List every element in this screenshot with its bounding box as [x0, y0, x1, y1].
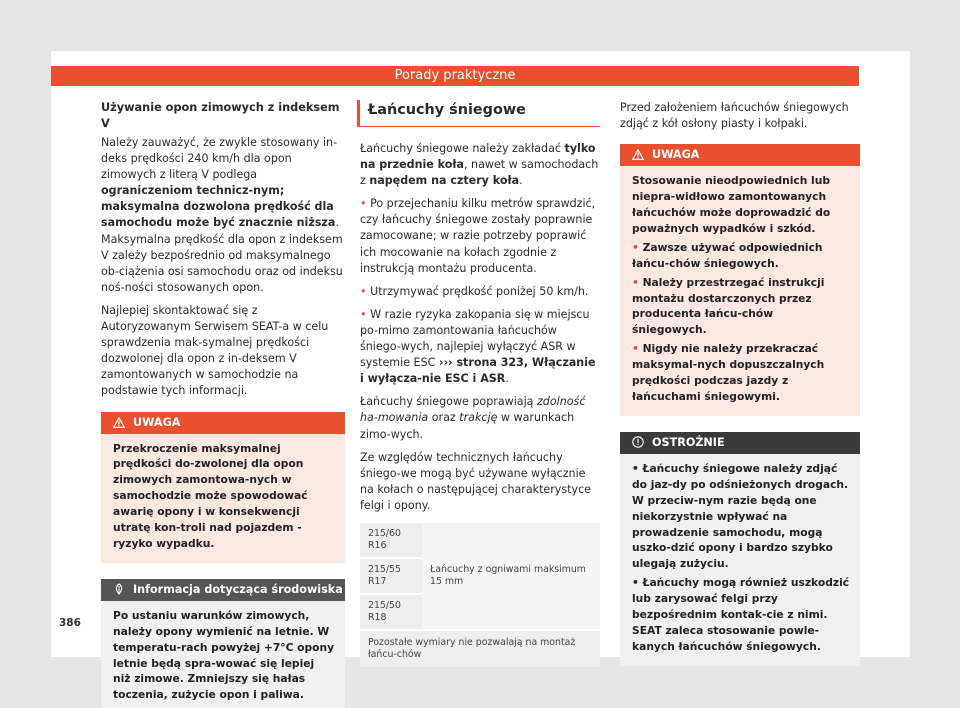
paragraph-chains-braking: Łańcuchy śniegowe poprawiają zdolność ha-mowania oraz trakcję w warunkach zimo-wych.: [360, 395, 586, 441]
column-2: [360, 100, 600, 669]
table-footer-note: Pozostałe wymiary nie pozwalają na montaż łańcu-chów: [360, 631, 600, 667]
warning-triangle-icon: [113, 417, 125, 428]
table-row: [360, 523, 600, 557]
list-item: • Zawsze używać odpowiednich łańcu-chów śniegowych.: [632, 240, 823, 270]
bullet-icon: •: [632, 342, 639, 356]
paragraph-hub-covers: Przed założeniem łańcuchów śniegowych zdjąć z kół osłony piasty i kołpaki.: [620, 101, 849, 131]
section-heading-snow-chains: Łańcuchy śniegowe: [357, 100, 600, 127]
list-item: • Należy przestrzegać instrukcji montażu dostarczonych przez producenta łańcu-chów śniegowych.: [632, 275, 825, 337]
caution-box-text: [620, 454, 860, 666]
page-header: Porady praktyczne: [51, 66, 859, 86]
page-number: 386: [59, 617, 81, 629]
section-heading-winter-tyres: Używanie opon zimowych z indeksem V: [101, 101, 340, 130]
environment-box-text: Po ustaniu warunków zimowych, należy opony wymienić na letnie. W temperatu-rach powyżej +7°C opony letnie będą spra-wować się lepiej niż zimowe. Zmniejszy się hałas toczenia, zużycie opon i paliwa.: [113, 608, 335, 702]
list-item-chains-asr: • W razie ryzyka zakopania się w miejscu po-mimo zamontowania łańcuchów śniego-wych, najlepiej wyłączyć ASR w systemie ESC ››› strona 323, Włączanie i wyłącza-nie ESC i ASR.: [360, 307, 596, 386]
warning-box-chains: [620, 144, 860, 416]
bullet-icon: •: [360, 197, 367, 211]
list-item: • Łańcuchy mogą również uszkodzić lub zarysować felgi przy bezpośrednim kontak-cie z nimi. SEAT zaleca stosowanie powle-kanych łańcuchów śniegowych.: [632, 576, 850, 653]
caution-box: [620, 432, 860, 666]
column-1: [101, 100, 345, 708]
bullet-icon: •: [632, 275, 639, 289]
warning-box-text: Przekroczenie maksymalnej prędkości do-zwolonej dla opon zimowych zamontowa-nych w samochodzie może spowodować awarię opony i w konsekwencji utratę kon-troli nad pojazdem - ryzyko wypadku.: [101, 434, 345, 563]
list-item: • Łańcuchy śniegowe należy zdjąć do jaz-dy po odśnieżonych drogach. W przeciw-nym razie będą one niekorzystnie wpływać na prowadzenie samochodu, mogą uszko-dzić opony i bardzo szybko ulegają zużyciu.: [632, 461, 849, 571]
environment-box-header: Informacja dotycząca środowiska: [101, 579, 345, 601]
warning-box-speed: [101, 412, 345, 563]
environment-box: [101, 579, 345, 708]
table-row: [360, 631, 600, 667]
caution-box-header: OSTROŻNIE: [620, 432, 860, 454]
bullet-icon: •: [632, 576, 639, 590]
page-reference-link[interactable]: ››› strona 323, Włączanie i wyłącza-nie ESC i ASR: [360, 356, 596, 386]
paragraph-winter-tyres-1: Należy zauważyć, że zwykle stosowany in-deks prędkości 240 km/h dla opon zimowych z literą V podlega ograniczeniom technicz-nym; maksymalna dozwolona prędkość dla samochodu może być znacznie niższa. Maksymalna prędkość dla opon z indeksem V zależy bezpośrednio od maksymalnego ob-ciążenia osi samochodu oraz od indeksu noś-ności stosowanych opon.: [101, 136, 343, 294]
warning-box-header: UWAGA: [101, 412, 345, 434]
leaf-environment-icon: [113, 583, 125, 595]
list-item-chains-check: • Po przejechaniu kilku metrów sprawdzić, czy łańcuchy śniegowe zostały poprawnie zamocowane; w razie potrzeby poprawić ich mocowanie na kołach zgodnie z instrukcją montażu producenta.: [360, 197, 596, 275]
warning-box-header: UWAGA: [620, 144, 860, 166]
table-cell-chain-spec: Łańcuchy z ogniwami maksimum 15 mm: [422, 523, 600, 629]
warning-triangle-icon: [632, 149, 644, 160]
bullet-icon: •: [632, 240, 639, 254]
tyre-size-table: [360, 521, 600, 669]
table-cell-size: 215/55 R17: [360, 559, 422, 593]
paragraph-winter-tyres-2: Najlepiej skontaktować się z Autoryzowanym Serwisem SEAT-a w celu sprawdzenia mak-symalnej prędkości dozwolonej dla opon z in-deksem V zamontowanych w samochodzie na podstawie tych informacji.: [101, 303, 329, 398]
list-item: • Nigdy nie należy przekraczać maksymal-nych dopuszczalnych prędkości podczas jazdy z łańcuchami śniegowymi.: [632, 342, 825, 403]
bullet-icon: •: [360, 307, 367, 321]
paragraph-chains-technical: Ze względów technicznych łańcuchy śniego-we mogą być używane wyłącznie na kołach o następującej charakterystyce felgi i opony.: [360, 450, 591, 512]
paragraph-chains-intro: Łańcuchy śniegowe należy zakładać tylko na przednie koła, nawet w samochodach z napędem na cztery koła.: [360, 142, 599, 188]
column-3: [620, 100, 860, 682]
table-cell-size: 215/50 R18: [360, 595, 422, 629]
bullet-icon: •: [360, 284, 367, 298]
bullet-icon: •: [632, 461, 639, 475]
table-cell-size: 215/60 R16: [360, 523, 422, 557]
info-circle-icon: [632, 436, 644, 448]
list-item-chains-speed: • Utrzymywać prędkość poniżej 50 km/h.: [360, 284, 589, 298]
warning-box-text: Stosowanie nieodpowiednich lub niepra-widłowo zamontowanych łańcuchów może doprowadzić do poważnych wypadków i szkód. • Zawsze używać odpowiednich łańcu-chów śniegowych. • Należy przestrzegać instrukcji montażu dostarczonych przez producenta łańcu-chów śniegowych. • Nigdy nie należy przekraczać maksymal-nych dopuszczalnych prędkości podczas jazdy z łańcuchami śniegowymi.: [620, 166, 860, 416]
